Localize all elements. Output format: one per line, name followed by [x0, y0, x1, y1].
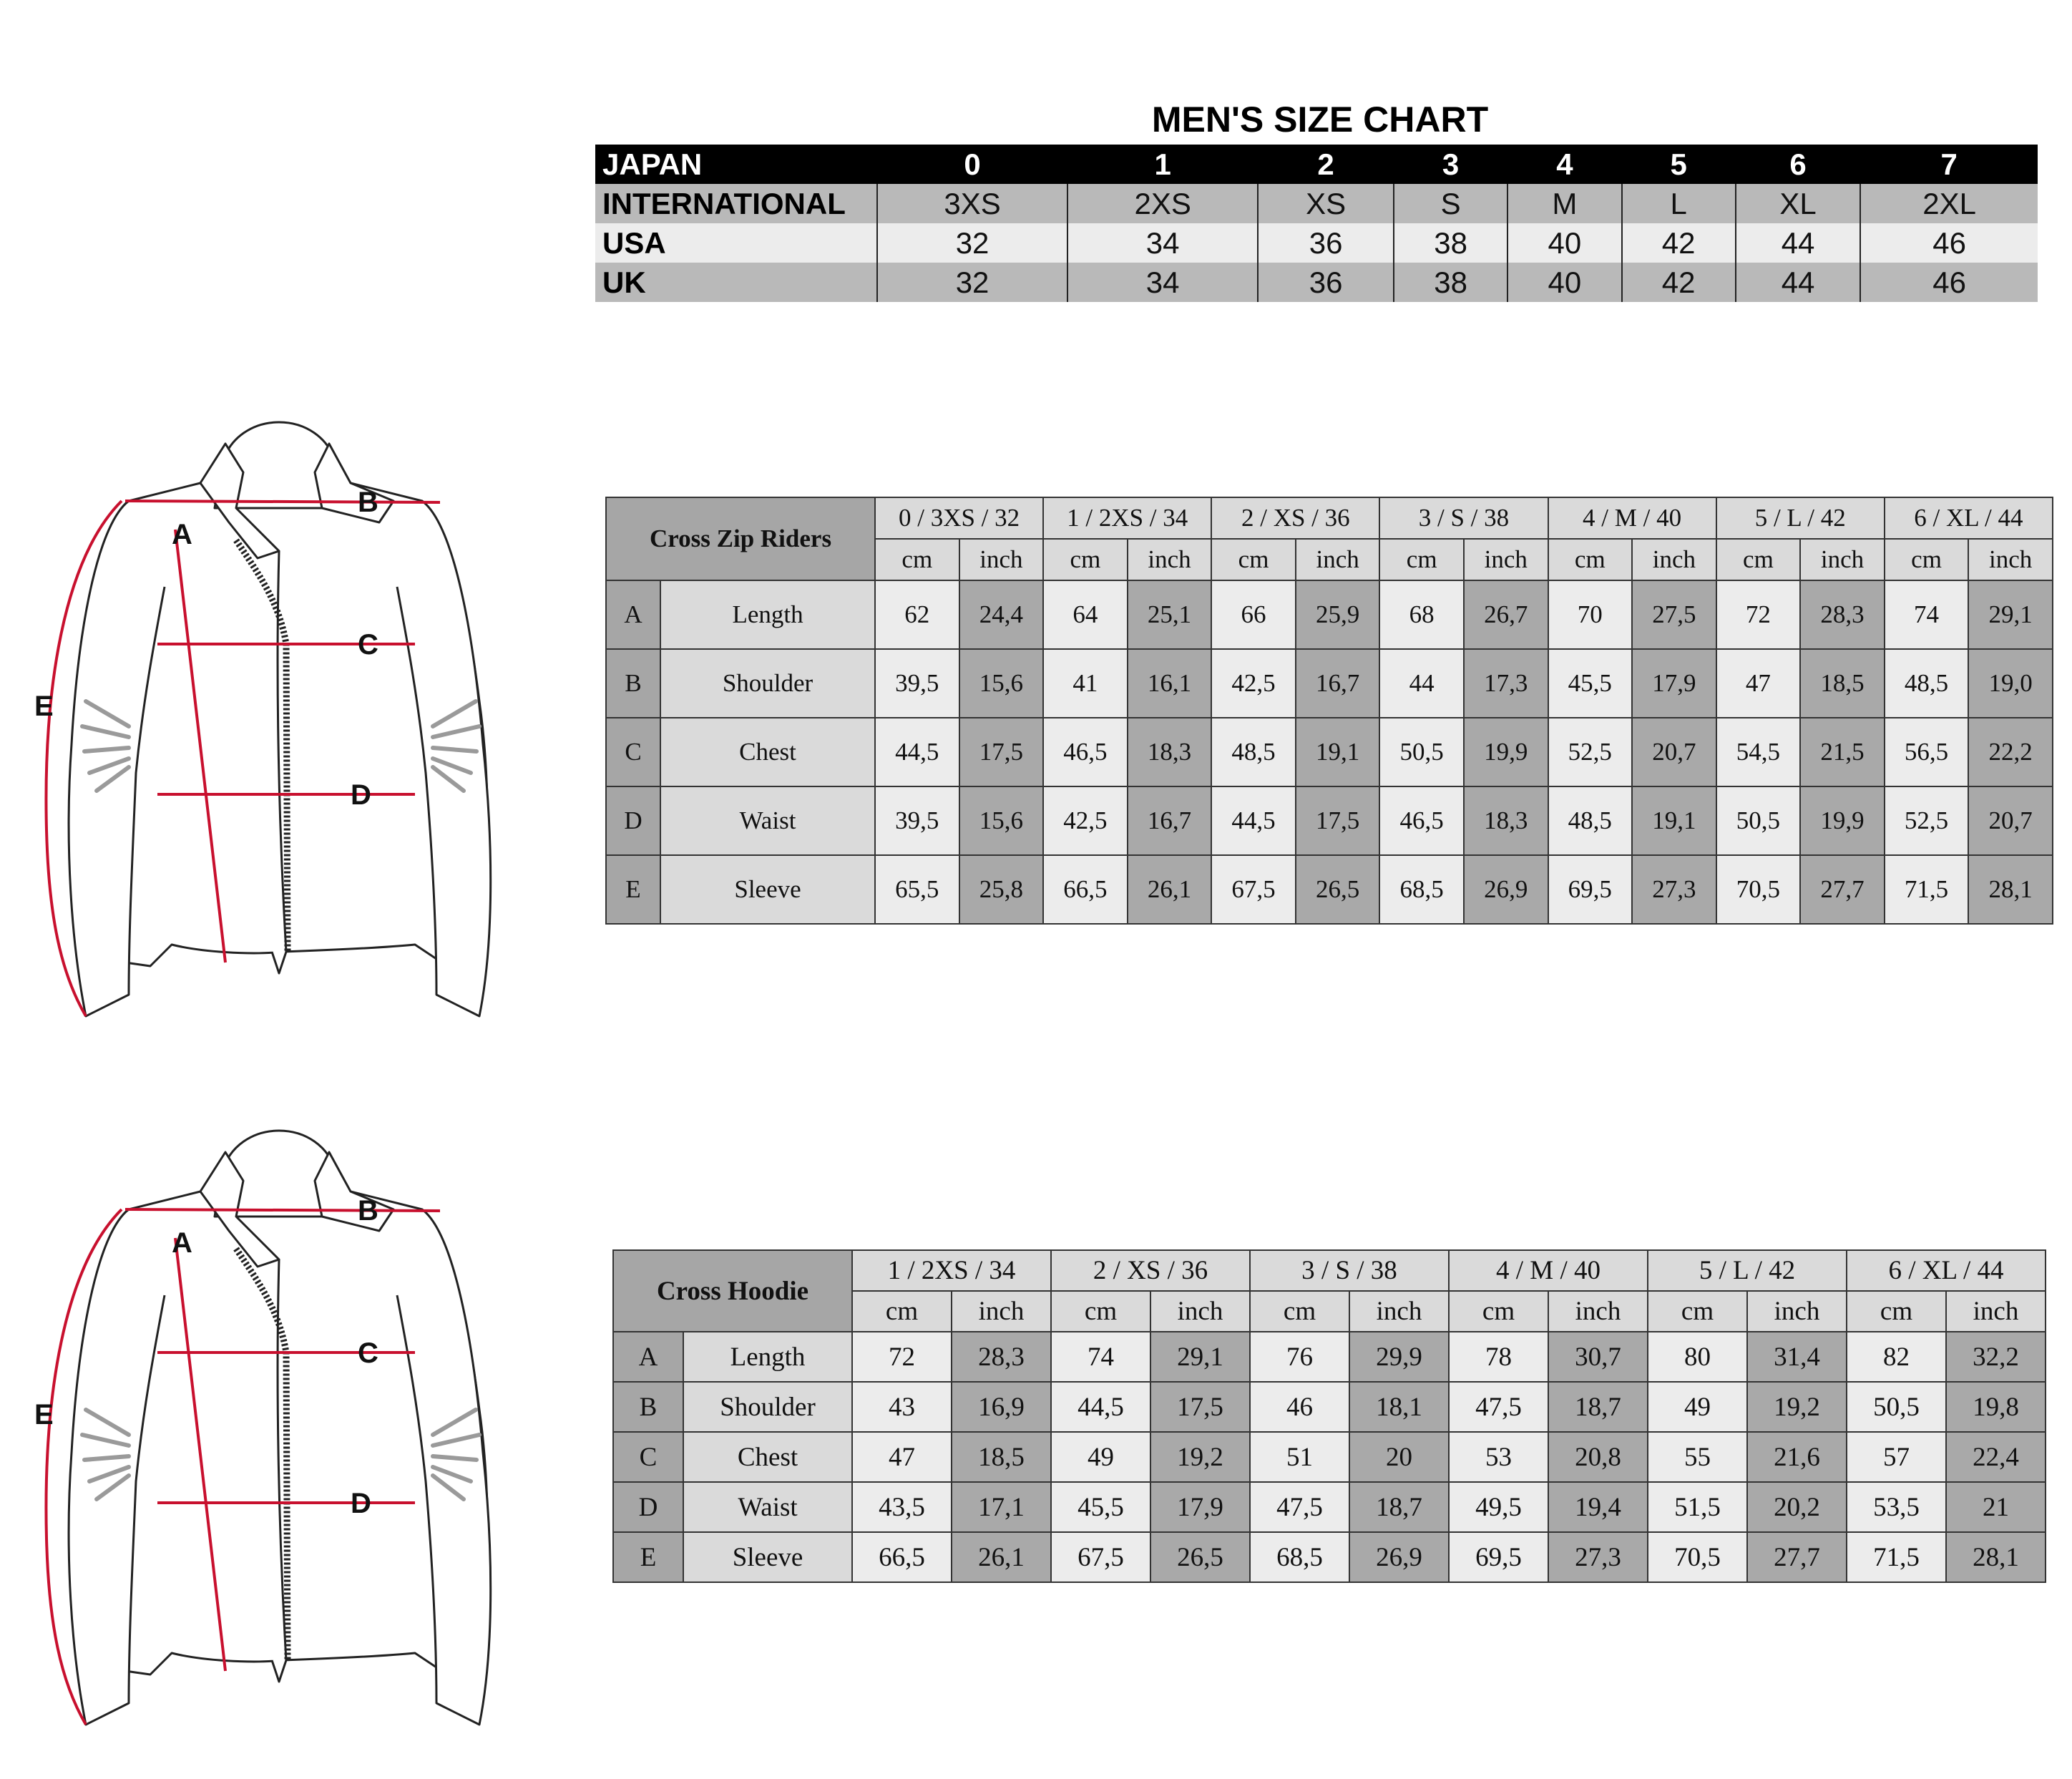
product-name: Cross Hoodie: [613, 1250, 852, 1332]
unit-cm: cm: [1648, 1291, 1747, 1332]
value-cm: 41: [1043, 649, 1128, 718]
label-a: A: [172, 1227, 192, 1259]
value-inch: 29,9: [1349, 1332, 1449, 1382]
value-cm: 65,5: [875, 855, 959, 924]
value-cm: 45,5: [1051, 1482, 1150, 1532]
value-cm: 49,5: [1449, 1482, 1548, 1532]
label-c: C: [358, 629, 378, 661]
unit-cm: cm: [1449, 1291, 1548, 1332]
value-cm: 50,5: [1379, 718, 1464, 786]
value-inch: 20: [1349, 1432, 1449, 1482]
value-cm: 55: [1648, 1432, 1747, 1482]
unit-cm: cm: [1211, 539, 1296, 580]
value-cm: 48,5: [1548, 786, 1633, 855]
label-d: D: [351, 1488, 371, 1519]
measurement-letter: E: [613, 1532, 683, 1582]
value-cm: 66: [1211, 580, 1296, 649]
value-inch: 19,2: [1150, 1432, 1250, 1482]
measurement-letter: D: [613, 1482, 683, 1532]
value-inch: 32,2: [1946, 1332, 2046, 1382]
value-inch: 20,7: [1632, 718, 1716, 786]
value-cm: 64: [1043, 580, 1128, 649]
value-inch: 19,9: [1800, 786, 1885, 855]
size-cell: M: [1507, 184, 1621, 223]
value-cm: 52,5: [1548, 718, 1633, 786]
value-inch: 15,6: [959, 649, 1044, 718]
size-cell: 36: [1258, 263, 1394, 302]
size-cell: 6: [1736, 145, 1861, 184]
value-inch: 20,7: [1968, 786, 2053, 855]
unit-cm: cm: [1548, 539, 1633, 580]
value-inch: 18,3: [1464, 786, 1548, 855]
value-inch: 26,5: [1150, 1532, 1250, 1582]
measurement-row: [613, 1432, 2046, 1482]
value-cm: 49: [1648, 1382, 1747, 1432]
value-cm: 42,5: [1211, 649, 1296, 718]
value-cm: 53: [1449, 1432, 1548, 1482]
value-inch: 26,1: [952, 1532, 1051, 1582]
value-inch: 30,7: [1548, 1332, 1648, 1382]
value-cm: 47,5: [1250, 1482, 1349, 1532]
size-cell: 7: [1860, 145, 2038, 184]
size-cell: XL: [1736, 184, 1861, 223]
value-cm: 70,5: [1716, 855, 1801, 924]
size-header: 4 / M / 40: [1548, 497, 1716, 539]
value-inch: 26,5: [1296, 855, 1380, 924]
unit-cm: cm: [1250, 1291, 1349, 1332]
size-cell: XS: [1258, 184, 1394, 223]
value-cm: 53,5: [1847, 1482, 1946, 1532]
value-inch: 16,1: [1128, 649, 1212, 718]
value-inch: 26,9: [1349, 1532, 1449, 1582]
value-cm: 67,5: [1051, 1532, 1150, 1582]
value-cm: 42,5: [1043, 786, 1128, 855]
value-inch: 21,6: [1747, 1432, 1847, 1482]
measurement-letter: B: [613, 1382, 683, 1432]
measurement-name: Shoulder: [683, 1382, 852, 1432]
value-inch: 19,8: [1946, 1382, 2046, 1432]
value-inch: 24,4: [959, 580, 1044, 649]
value-inch: 25,8: [959, 855, 1044, 924]
value-inch: 21: [1946, 1482, 2046, 1532]
measurement-row: [606, 649, 2053, 718]
measurement-row: [613, 1332, 2046, 1382]
value-cm: 39,5: [875, 786, 959, 855]
measurement-row: [613, 1382, 2046, 1432]
value-inch: 17,3: [1464, 649, 1548, 718]
value-inch: 27,3: [1632, 855, 1716, 924]
value-cm: 68,5: [1379, 855, 1464, 924]
value-cm: 74: [1051, 1332, 1150, 1382]
size-cell: 38: [1394, 223, 1507, 263]
measurement-name: Shoulder: [660, 649, 875, 718]
size-header: 1 / 2XS / 34: [852, 1250, 1051, 1291]
size-cell: 2XL: [1860, 184, 2038, 223]
value-inch: 26,9: [1464, 855, 1548, 924]
value-cm: 70,5: [1648, 1532, 1747, 1582]
value-cm: 66,5: [1043, 855, 1128, 924]
unit-inch: inch: [1464, 539, 1548, 580]
value-cm: 44,5: [1051, 1382, 1150, 1432]
size-cell: 32: [877, 223, 1067, 263]
value-inch: 27,7: [1747, 1532, 1847, 1582]
hoodie-measurement-diagram: [21, 1109, 522, 1732]
value-inch: 28,1: [1968, 855, 2053, 924]
unit-inch: inch: [1548, 1291, 1648, 1332]
size-cell: 4: [1507, 145, 1621, 184]
value-cm: 70: [1548, 580, 1633, 649]
size-header: 1 / 2XS / 34: [1043, 497, 1211, 539]
unit-inch: inch: [1968, 539, 2053, 580]
size-cell: 38: [1394, 263, 1507, 302]
product-name: Cross Zip Riders: [606, 497, 875, 580]
size-header: 3 / S / 38: [1379, 497, 1548, 539]
measurement-name: Sleeve: [683, 1532, 852, 1582]
value-cm: 50,5: [1716, 786, 1801, 855]
size-cell: 42: [1622, 263, 1736, 302]
value-cm: 45,5: [1548, 649, 1633, 718]
value-inch: 28,1: [1946, 1532, 2046, 1582]
size-cell: 3: [1394, 145, 1507, 184]
value-cm: 49: [1051, 1432, 1150, 1482]
value-inch: 26,1: [1128, 855, 1212, 924]
value-cm: 44,5: [1211, 786, 1296, 855]
size-cell: S: [1394, 184, 1507, 223]
unit-cm: cm: [1051, 1291, 1150, 1332]
size-cell: 40: [1507, 263, 1621, 302]
size-cell: 0: [877, 145, 1067, 184]
measurement-letter: C: [613, 1432, 683, 1482]
value-inch: 19,4: [1548, 1482, 1648, 1532]
measurement-row: [606, 786, 2053, 855]
size-cell: 34: [1067, 263, 1258, 302]
value-cm: 68: [1379, 580, 1464, 649]
value-inch: 18,1: [1349, 1382, 1449, 1432]
unit-inch: inch: [952, 1291, 1051, 1332]
size-cell: 2XS: [1067, 184, 1258, 223]
value-inch: 22,2: [1968, 718, 2053, 786]
measurement-name: Chest: [683, 1432, 852, 1482]
row-label: INTERNATIONAL: [595, 184, 877, 223]
value-cm: 72: [1716, 580, 1801, 649]
value-inch: 17,1: [952, 1482, 1051, 1532]
size-cell: 44: [1736, 223, 1861, 263]
value-inch: 17,9: [1632, 649, 1716, 718]
value-inch: 20,8: [1548, 1432, 1648, 1482]
value-cm: 43,5: [852, 1482, 952, 1532]
value-cm: 68,5: [1250, 1532, 1349, 1582]
value-inch: 21,5: [1800, 718, 1885, 786]
size-cell: 5: [1622, 145, 1736, 184]
size-cell: 46: [1860, 263, 2038, 302]
value-cm: 82: [1847, 1332, 1946, 1382]
cross-zip-riders-table: [605, 497, 2053, 925]
size-header-row: [613, 1250, 2046, 1291]
size-cell: 1: [1067, 145, 1258, 184]
value-cm: 67,5: [1211, 855, 1296, 924]
label-c: C: [358, 1337, 378, 1369]
value-inch: 16,9: [952, 1382, 1051, 1432]
unit-inch: inch: [1800, 539, 1885, 580]
label-b: B: [358, 487, 378, 518]
value-inch: 20,2: [1747, 1482, 1847, 1532]
size-header: 2 / XS / 36: [1051, 1250, 1250, 1291]
row-label: JAPAN: [595, 145, 877, 184]
measurement-name: Length: [660, 580, 875, 649]
unit-cm: cm: [875, 539, 959, 580]
value-inch: 17,5: [1296, 786, 1380, 855]
size-row-japan: [595, 145, 2038, 184]
value-cm: 52,5: [1885, 786, 1969, 855]
measurement-letter: C: [606, 718, 660, 786]
value-cm: 69,5: [1449, 1532, 1548, 1582]
measurement-row: [606, 718, 2053, 786]
value-cm: 72: [852, 1332, 952, 1382]
value-inch: 18,7: [1548, 1382, 1648, 1432]
label-a: A: [172, 519, 192, 550]
value-cm: 47: [1716, 649, 1801, 718]
size-header: 6 / XL / 44: [1885, 497, 2053, 539]
size-cell: 32: [877, 263, 1067, 302]
size-header: 3 / S / 38: [1250, 1250, 1449, 1291]
value-inch: 25,9: [1296, 580, 1380, 649]
value-inch: 31,4: [1747, 1332, 1847, 1382]
value-inch: 19,9: [1464, 718, 1548, 786]
size-cell: 42: [1622, 223, 1736, 263]
measurement-row: [606, 580, 2053, 649]
value-inch: 15,6: [959, 786, 1044, 855]
value-inch: 18,3: [1128, 718, 1212, 786]
value-cm: 56,5: [1885, 718, 1969, 786]
size-cell: 40: [1507, 223, 1621, 263]
value-inch: 29,1: [1150, 1332, 1250, 1382]
unit-inch: inch: [1128, 539, 1212, 580]
value-cm: 57: [1847, 1432, 1946, 1482]
unit-cm: cm: [1043, 539, 1128, 580]
unit-cm: cm: [1379, 539, 1464, 580]
unit-cm: cm: [1885, 539, 1969, 580]
value-cm: 76: [1250, 1332, 1349, 1382]
value-cm: 80: [1648, 1332, 1747, 1382]
label-e: E: [34, 691, 54, 722]
measurement-name: Sleeve: [660, 855, 875, 924]
value-cm: 51: [1250, 1432, 1349, 1482]
value-inch: 16,7: [1128, 786, 1212, 855]
measurement-letter: B: [606, 649, 660, 718]
value-cm: 39,5: [875, 649, 959, 718]
size-conversion-table: [595, 145, 2038, 302]
size-cell: 46: [1860, 223, 2038, 263]
value-cm: 54,5: [1716, 718, 1801, 786]
measurement-letter: A: [606, 580, 660, 649]
size-cell: 3XS: [877, 184, 1067, 223]
row-label: UK: [595, 263, 877, 302]
jacket-measurement-diagram: [21, 401, 522, 1023]
unit-inch: inch: [1747, 1291, 1847, 1332]
measurement-letter: D: [606, 786, 660, 855]
label-b: B: [358, 1195, 378, 1227]
cross-hoodie-table: [612, 1249, 2046, 1583]
measurement-name: Chest: [660, 718, 875, 786]
label-e: E: [34, 1399, 54, 1430]
label-d: D: [351, 779, 371, 811]
value-inch: 17,5: [959, 718, 1044, 786]
value-inch: 27,3: [1548, 1532, 1648, 1582]
unit-cm: cm: [852, 1291, 952, 1332]
value-inch: 18,5: [952, 1432, 1051, 1482]
value-cm: 46: [1250, 1382, 1349, 1432]
value-inch: 19,0: [1968, 649, 2053, 718]
size-cell: 34: [1067, 223, 1258, 263]
unit-inch: inch: [959, 539, 1044, 580]
value-cm: 46,5: [1379, 786, 1464, 855]
value-cm: 71,5: [1847, 1532, 1946, 1582]
value-inch: 25,1: [1128, 580, 1212, 649]
unit-inch: inch: [1150, 1291, 1250, 1332]
value-inch: 28,3: [952, 1332, 1051, 1382]
value-cm: 78: [1449, 1332, 1548, 1382]
size-header: 5 / L / 42: [1716, 497, 1885, 539]
value-cm: 47,5: [1449, 1382, 1548, 1432]
measurement-letter: E: [606, 855, 660, 924]
size-header-row: [606, 497, 2053, 539]
size-row-usa: [595, 223, 2038, 263]
value-cm: 74: [1885, 580, 1969, 649]
row-label: USA: [595, 223, 877, 263]
size-cell: 44: [1736, 263, 1861, 302]
unit-inch: inch: [1349, 1291, 1449, 1332]
value-inch: 18,5: [1800, 649, 1885, 718]
value-cm: 44,5: [875, 718, 959, 786]
size-cell: L: [1622, 184, 1736, 223]
size-cell: 36: [1258, 223, 1394, 263]
unit-inch: inch: [1946, 1291, 2046, 1332]
measurement-name: Waist: [660, 786, 875, 855]
value-cm: 46,5: [1043, 718, 1128, 786]
unit-cm: cm: [1716, 539, 1801, 580]
value-cm: 43: [852, 1382, 952, 1432]
size-row-uk: [595, 263, 2038, 302]
size-header: 2 / XS / 36: [1211, 497, 1379, 539]
measurement-letter: A: [613, 1332, 683, 1382]
value-cm: 47: [852, 1432, 952, 1482]
value-inch: 19,1: [1296, 718, 1380, 786]
unit-inch: inch: [1632, 539, 1716, 580]
value-inch: 17,9: [1150, 1482, 1250, 1532]
value-cm: 48,5: [1211, 718, 1296, 786]
value-inch: 17,5: [1150, 1382, 1250, 1432]
size-row-international: [595, 184, 2038, 223]
measurement-row: [606, 855, 2053, 924]
value-inch: 26,7: [1464, 580, 1548, 649]
value-inch: 22,4: [1946, 1432, 2046, 1482]
measurement-name: Waist: [683, 1482, 852, 1532]
size-header: 4 / M / 40: [1449, 1250, 1648, 1291]
value-cm: 69,5: [1548, 855, 1633, 924]
value-inch: 16,7: [1296, 649, 1380, 718]
size-cell: 2: [1258, 145, 1394, 184]
measurement-row: [613, 1532, 2046, 1582]
unit-cm: cm: [1847, 1291, 1946, 1332]
value-cm: 44: [1379, 649, 1464, 718]
page-title: MEN'S SIZE CHART: [1151, 99, 1489, 140]
value-inch: 29,1: [1968, 580, 2053, 649]
value-cm: 66,5: [852, 1532, 952, 1582]
measurement-name: Length: [683, 1332, 852, 1382]
value-cm: 51,5: [1648, 1482, 1747, 1532]
size-header: 5 / L / 42: [1648, 1250, 1847, 1291]
value-cm: 62: [875, 580, 959, 649]
value-cm: 50,5: [1847, 1382, 1946, 1432]
value-cm: 71,5: [1885, 855, 1969, 924]
measurement-row: [613, 1482, 2046, 1532]
size-header: 0 / 3XS / 32: [875, 497, 1043, 539]
value-cm: 48,5: [1885, 649, 1969, 718]
value-inch: 27,5: [1632, 580, 1716, 649]
value-inch: 28,3: [1800, 580, 1885, 649]
value-inch: 27,7: [1800, 855, 1885, 924]
unit-inch: inch: [1296, 539, 1380, 580]
value-inch: 18,7: [1349, 1482, 1449, 1532]
value-inch: 19,1: [1632, 786, 1716, 855]
size-header: 6 / XL / 44: [1847, 1250, 2046, 1291]
value-inch: 19,2: [1747, 1382, 1847, 1432]
